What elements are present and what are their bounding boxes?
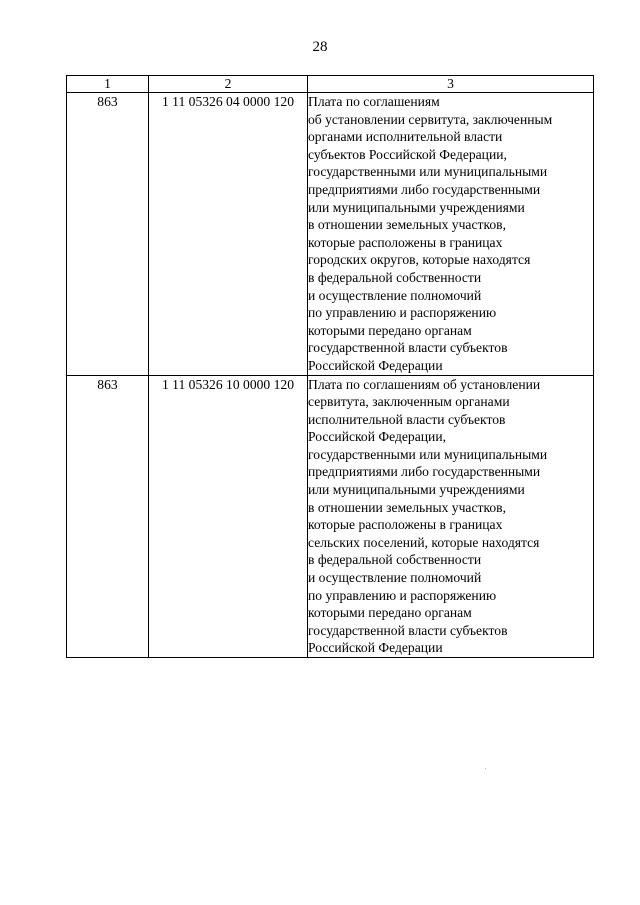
description-line: об установлении сервитута, заключенным	[308, 111, 553, 127]
description-line: Плата по соглашениям	[308, 94, 440, 109]
table-row	[67, 375, 594, 658]
description-cell	[308, 93, 594, 376]
scan-speck	[485, 768, 486, 769]
description-line: или муниципальными учреждениями	[308, 482, 525, 498]
description-line: государственными или муниципальными	[308, 446, 548, 462]
table-header-row	[67, 76, 594, 93]
column-header-1: 1	[67, 76, 149, 93]
description-line: государственной власти субъектов	[308, 622, 508, 638]
description-line: и осуществление полномочий	[308, 287, 482, 303]
description-line: Российской Федерации	[308, 640, 443, 656]
description-line: которыми передано органам	[308, 605, 472, 621]
kbk-code-cell: 1 11 05326 04 0000 120	[149, 93, 308, 376]
description-line: в отношении земельных участков,	[308, 499, 506, 515]
column-header-2: 2	[149, 76, 308, 93]
description-line: которые расположены в границах	[308, 234, 503, 250]
description-line: которые расположены в границах	[308, 517, 503, 533]
description-line: Российской Федерации,	[308, 429, 446, 445]
description-line: предприятиями либо государственными	[308, 181, 541, 197]
description-line: в федеральной собственности	[308, 269, 482, 285]
description-line: субъектов Российской Федерации,	[308, 146, 507, 162]
budget-codes-table	[66, 75, 594, 658]
description-line: государственной власти субъектов	[308, 340, 508, 356]
description-line: и осуществление полномочий	[308, 570, 482, 586]
description-line: в федеральной собственности	[308, 552, 482, 568]
description-line: Российской Федерации	[308, 357, 443, 373]
description-line: исполнительной власти субъектов	[308, 411, 506, 427]
column-header-3: 3	[308, 76, 594, 93]
description-line: органами исполнительной власти	[308, 129, 503, 145]
description-line: городских округов, которые находятся	[308, 252, 531, 268]
description-line: по управлению и распоряжению	[308, 587, 497, 603]
admin-code-cell: 863	[67, 93, 149, 376]
description-line: сельских поселений, которые находятся	[308, 534, 540, 550]
description-line: государственными или муниципальными	[308, 164, 548, 180]
description-line: предприятиями либо государственными	[308, 464, 541, 480]
description-line: Плата по соглашениям об установлении	[308, 376, 541, 392]
description-cell	[308, 375, 594, 658]
admin-code-cell: 863	[67, 375, 149, 658]
description-line: сервитута, заключенным органами	[308, 394, 510, 410]
description-line: которыми передано органам	[308, 322, 472, 338]
description-line: или муниципальными учреждениями	[308, 199, 525, 215]
table-row	[67, 93, 594, 376]
description-line: по управлению и распоряжению	[308, 305, 497, 321]
page-number: 28	[312, 39, 328, 55]
description-line: в отношении земельных участков,	[308, 217, 506, 233]
kbk-code-cell: 1 11 05326 10 0000 120	[149, 375, 308, 658]
